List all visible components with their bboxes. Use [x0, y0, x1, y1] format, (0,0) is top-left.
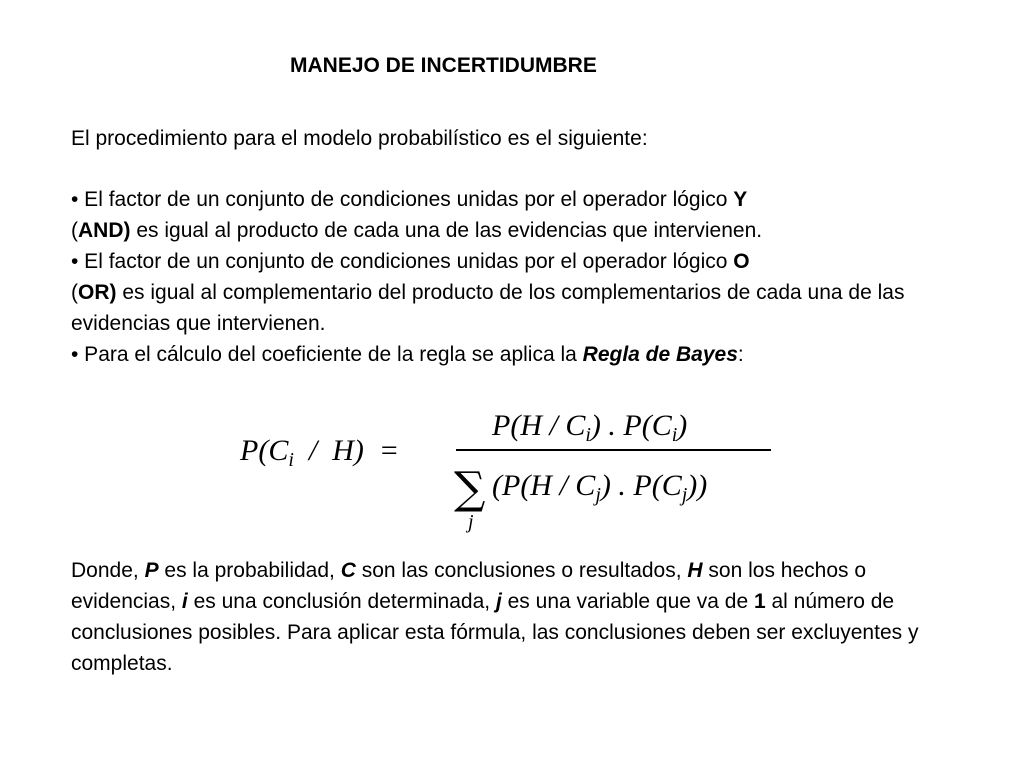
footer-var-c: C — [340, 559, 356, 582]
footer-t6: es una variable que va de — [501, 590, 754, 613]
bullet-and-pre: • El factor de un conjunto de condiciones unidas por el operador lógico — [71, 188, 734, 211]
bullet-bayes-post: : — [737, 343, 744, 366]
bullet-and-paren: ( — [71, 219, 78, 242]
bullet-bayes-pre: • Para el cálculo del coeficiente de la regla se aplica la — [71, 343, 583, 366]
formula-num-mid: ) . P(C — [590, 409, 672, 442]
footer-one: 1 — [753, 590, 766, 613]
bullet-or-op: O — [733, 250, 750, 273]
formula-den-sub1: j — [595, 484, 601, 506]
formula-num-sub2: i — [671, 424, 678, 446]
formula-den-end: )) — [687, 469, 708, 502]
slide-title: MANEJO DE INCERTIDUMBRE — [290, 54, 597, 77]
footer-t2: es la probabilidad, — [158, 559, 341, 582]
footer-t5: es una conclusión determinada, — [187, 590, 496, 613]
footer-t1: Donde, — [71, 559, 145, 582]
bullet-and-post: es igual al producto de cada una de las evidencias que intervienen. — [130, 219, 763, 242]
bayes-formula — [236, 400, 796, 535]
footer-t3: son las conclusiones o resultados, — [355, 559, 688, 582]
formula-lhs — [239, 434, 399, 471]
footer-t7: al número de conclusiones posibles. Para aplicar esta fórmula, las conclusiones deben ser excluyentes y completas. — [71, 590, 919, 675]
footer-var-p: P — [144, 559, 159, 582]
bayes-formula-svg — [236, 400, 796, 535]
formula-den-mid: ) . P(C — [600, 469, 682, 502]
formula-lhs-p: P(C — [240, 434, 289, 467]
intro-paragraph: El procedimiento para el modelo probabilístico es el siguiente: — [71, 127, 648, 150]
formula-lhs-sub: i — [288, 449, 294, 471]
summation-symbol: ∑ — [454, 463, 486, 514]
bayes-rule-label: Regla de Bayes — [582, 343, 738, 366]
formula-denominator — [492, 469, 707, 506]
footer-t4: son los hechos o evidencias, — [71, 559, 867, 613]
formula-num-a: P(H / C — [492, 409, 586, 442]
formula-numerator — [491, 409, 687, 446]
bullet-list — [71, 184, 951, 370]
bullet-or-op-en: OR) — [78, 281, 117, 304]
formula-den-sub2: j — [681, 484, 688, 506]
formula-lhs-rest: / H) = — [293, 434, 400, 467]
formula-den-a: (P(H / C — [492, 469, 596, 502]
footer-paragraph — [71, 555, 951, 679]
formula-num-sub1: i — [585, 424, 591, 446]
bullet-or — [71, 246, 951, 339]
bullet-bayes — [71, 339, 951, 370]
bullet-and-op-en: AND) — [78, 219, 131, 242]
bullet-and — [71, 184, 951, 246]
bullet-or-paren: ( — [71, 281, 78, 304]
bullet-and-op: Y — [733, 188, 748, 211]
footer-var-h: H — [687, 559, 703, 582]
bullet-or-post: es igual al complementario del producto de los complementarios de cada una de las evidencias que intervienen. — [71, 281, 905, 335]
bullet-or-pre: • El factor de un conjunto de condiciones unidas por el operador lógico — [71, 250, 734, 273]
footer-var-i: i — [181, 590, 188, 613]
footer-var-j: j — [495, 590, 502, 613]
formula-num-end: ) — [677, 409, 688, 442]
summation-index: j — [468, 511, 474, 533]
